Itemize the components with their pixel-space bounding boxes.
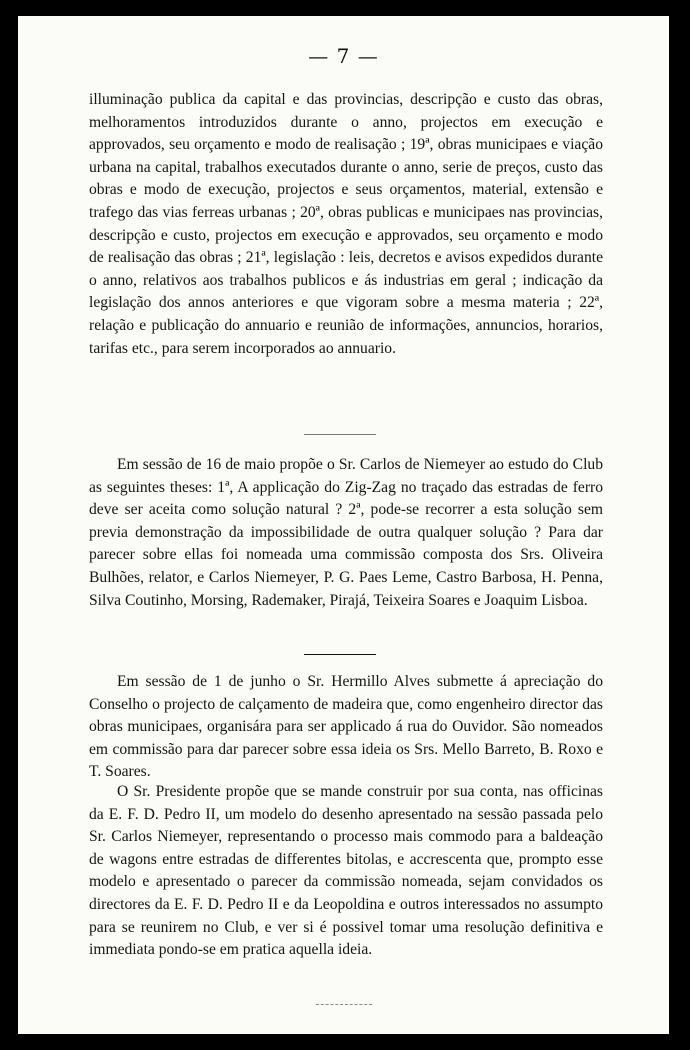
paragraph-3: Em sessão de 1 de junho o Sr. Hermillo Alves submette á apreciação do Conselho o projecto de calçamento de madeira que, como engenheiro director das obras municipaes, organisára para ser applicado á rua do Ouvidor. São nomeados em commissão para dar parecer sobre essa ideia os Srs. Mello Barreto, B. Roxo e T. Soares.: [89, 673, 603, 781]
page-number: — 7 —: [308, 44, 379, 68]
paragraph-2: Em sessão de 16 de maio propõe o Sr. Carlos de Niemeyer ao estudo do Club as seguintes theses: 1ª, A applicação do Zig-Zag no traçado das estradas de ferro deve ser aceita como solução natural ? 2ª, pode-se recorrer a esta solução sem previa demonstração da impossibilidade de outra qualquer solução ? Para dar parecer sobre ellas foi nomeada uma commissão composta dos Srs. Oliveira Bulhões, relator, e Carlos Niemeyer, P. G. Paes Leme, Castro Barbosa, H. Penna, Silva Coutinho, Morsing, Rademaker, Pirajá, Teixeira Soares e Joaquim Lisboa.: [89, 456, 603, 609]
document-page: [18, 16, 669, 1034]
end-divider: [316, 1004, 372, 1005]
paragraph-4: O Sr. Presidente propõe que se mande construir por sua conta, nas officinas da E. F. D. Pedro II, um modelo do desenho apresentado na sessão passada pelo Sr. Carlos Niemeyer, representando o processo mais commodo para a baldeação de wagons entre estradas de differentes bitolas, e accrescenta que, prompto esse modelo e apresentado o parecer da commissão nomeada, sejam convidados os directores da E. F. D. Pedro II e da Leopoldina e outros interessados no assumpto para se reunirem no Club, e ver si é possivel tomar uma resolução definitiva e immediata pondo-se em pratica aquella ideia.: [89, 783, 603, 959]
section-divider: [304, 654, 376, 655]
paragraph-1: illuminação publica da capital e das provincias, descripção e custo das obras, melhoramentos introduzidos durante o anno, projectos em execução e approvados, seu orçamento e modo de realisação ; 19ª, obras municipaes e viação urbana na capital, trabalhos executados durante o anno, serie de preços, custo das obras e modo de execução, projectos e seus orçamentos, material, extensão e trafego das vias ferreas urbanas ; 20ª, obras publicas e municipaes nas provincias, descripção e custo, projectos em execução e approvados, seu orçamento e modo de realisação das obras ; 21ª, legislação : leis, decretos e avisos expedidos durante o anno, relativos aos trabalhos publicos e ás industrias em geral ; indicação da legislação dos annos anteriores e que vigoram sobre a mesma materia ; 22ª, relação e publicação do annuario e reunião de informações, annuncios, horarios, tarifas etc., para serem incorporados ao annuario.: [89, 91, 603, 357]
section-divider: [304, 434, 376, 435]
